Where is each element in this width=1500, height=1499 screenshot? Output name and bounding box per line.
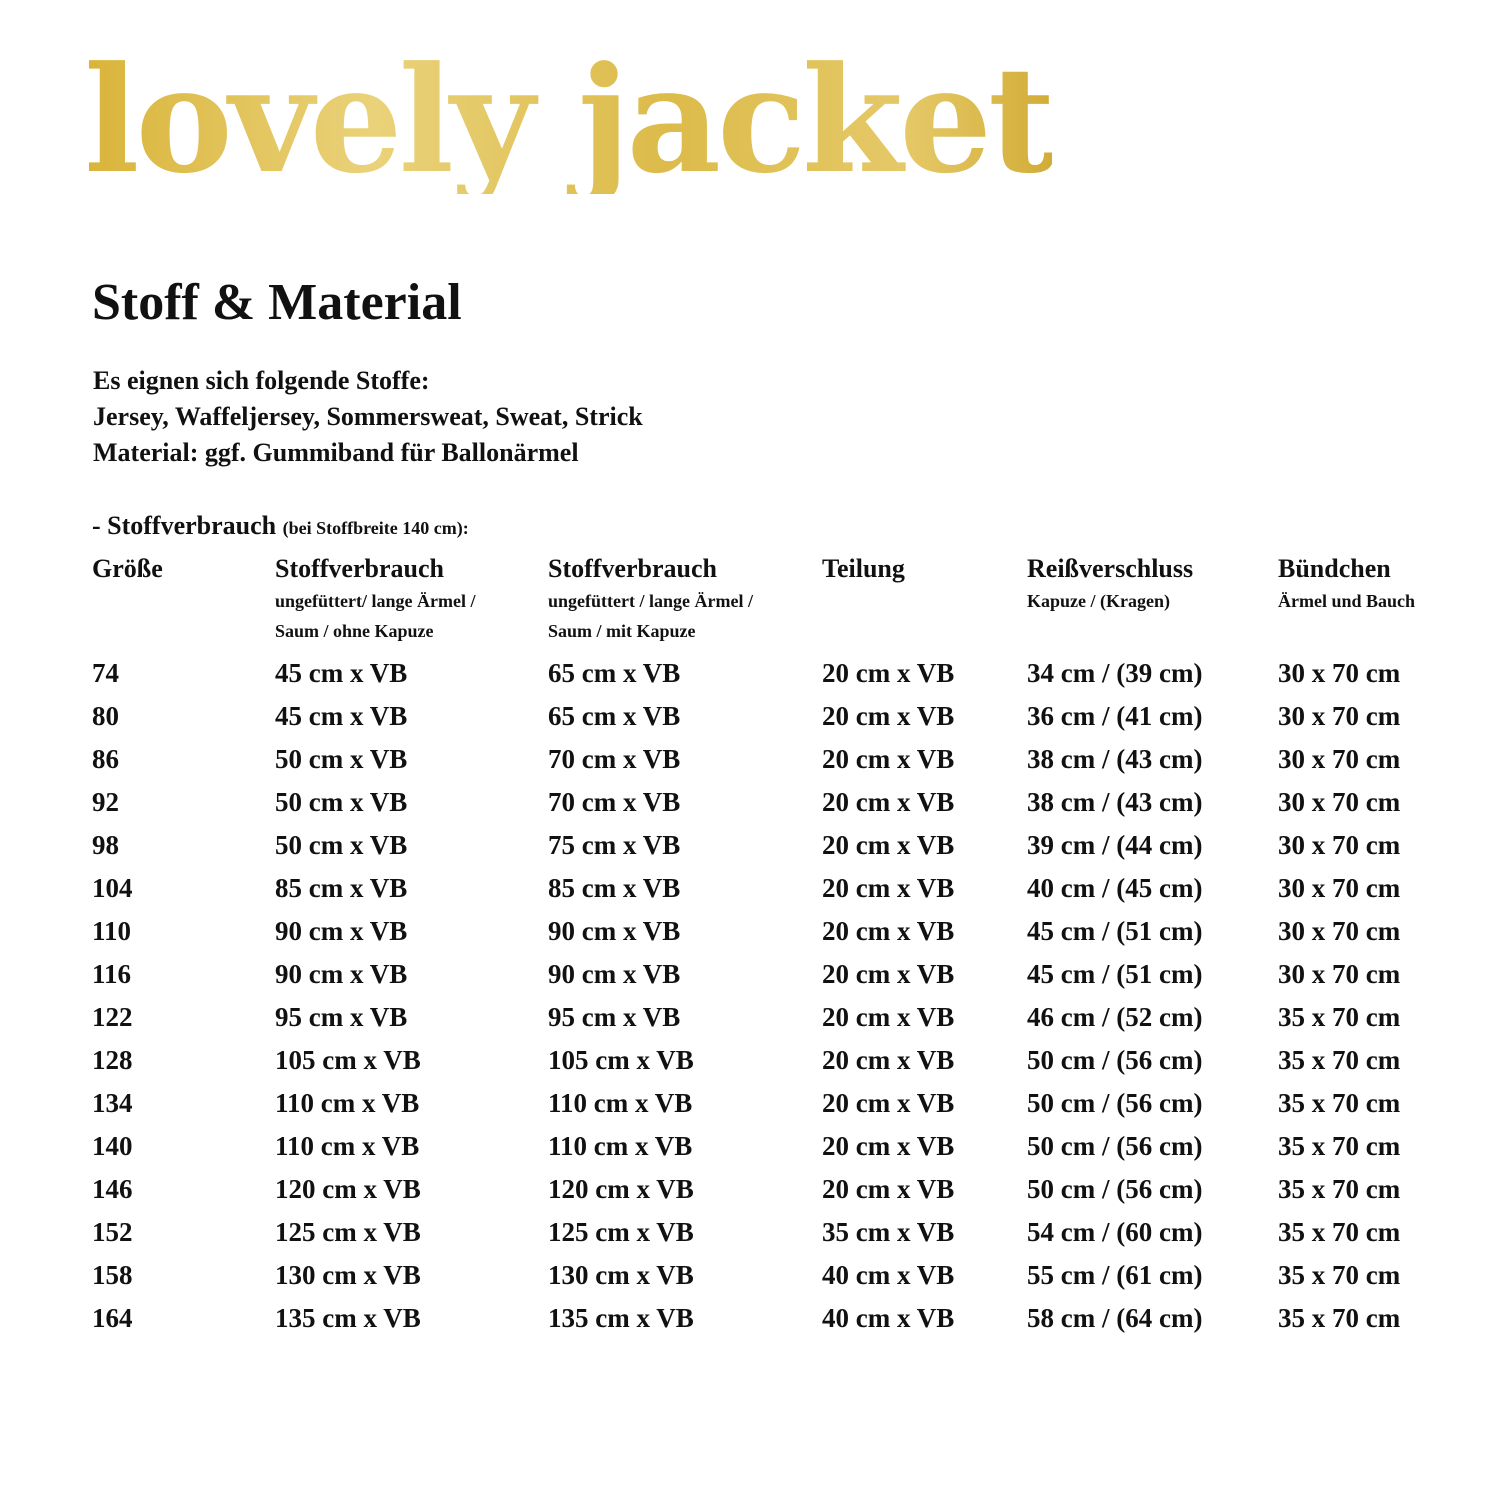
- cell-zipper: 38 cm / (43 cm): [1027, 787, 1203, 817]
- table-row: [92, 910, 1492, 953]
- cell-fabric-without-hood: 90 cm x VB: [275, 916, 408, 946]
- cell-zipper: 45 cm / (51 cm): [1027, 916, 1203, 946]
- table-row: [92, 781, 1492, 824]
- table-row: [92, 1168, 1492, 1211]
- cell-fabric-with-hood: 95 cm x VB: [548, 1002, 681, 1032]
- cell-fabric-with-hood: 110 cm x VB: [548, 1131, 693, 1161]
- cell-size: 146: [92, 1174, 133, 1204]
- cell-zipper: 50 cm / (56 cm): [1027, 1174, 1203, 1204]
- cell-division: 20 cm x VB: [822, 787, 955, 817]
- column-header-subtitle-line: Saum / ohne Kapuze: [275, 621, 434, 641]
- cell-fabric-with-hood: 85 cm x VB: [548, 873, 681, 903]
- cell-size: 116: [92, 959, 132, 989]
- cell-size: 158: [92, 1260, 133, 1290]
- cell-cuffs: 30 x 70 cm: [1278, 658, 1401, 688]
- cell-zipper: 45 cm / (51 cm): [1027, 959, 1203, 989]
- cell-fabric-with-hood: 75 cm x VB: [548, 830, 681, 860]
- column-header-title: Größe: [92, 554, 163, 583]
- cell-fabric-with-hood: 65 cm x VB: [548, 701, 681, 731]
- cell-fabric-without-hood: 50 cm x VB: [275, 744, 408, 774]
- cell-fabric-without-hood: 130 cm x VB: [275, 1260, 421, 1290]
- table-row: [92, 824, 1492, 867]
- fabric-width-note: (bei Stoffbreite 140 cm):: [282, 518, 469, 538]
- column-header-title: Stoffverbrauch: [275, 554, 444, 583]
- cell-zipper: 38 cm / (43 cm): [1027, 744, 1203, 774]
- cell-fabric-with-hood: 65 cm x VB: [548, 658, 681, 688]
- table-row: [92, 1254, 1492, 1297]
- cell-fabric-with-hood: 90 cm x VB: [548, 959, 681, 989]
- table-row: [92, 1039, 1492, 1082]
- cell-size: 98: [92, 830, 119, 860]
- column-header-zipper: [1027, 554, 1193, 616]
- table-row: [92, 695, 1492, 738]
- cell-division: 20 cm x VB: [822, 1045, 955, 1075]
- column-header-size: [92, 554, 163, 584]
- cell-size: 104: [92, 873, 133, 903]
- table-row: [92, 652, 1492, 695]
- column-header-subtitle: [548, 586, 753, 646]
- cell-cuffs: 30 x 70 cm: [1278, 916, 1401, 946]
- table-row: [92, 738, 1492, 781]
- column-header-title: Teilung: [822, 554, 905, 583]
- cell-zipper: 50 cm / (56 cm): [1027, 1045, 1203, 1075]
- cell-division: 20 cm x VB: [822, 959, 955, 989]
- cell-cuffs: 30 x 70 cm: [1278, 787, 1401, 817]
- table-row: [92, 1211, 1492, 1254]
- cell-division: 35 cm x VB: [822, 1217, 955, 1247]
- cell-division: 20 cm x VB: [822, 701, 955, 731]
- cell-fabric-without-hood: 105 cm x VB: [275, 1045, 421, 1075]
- cell-size: 134: [92, 1088, 133, 1118]
- cell-division: 20 cm x VB: [822, 873, 955, 903]
- cell-fabric-without-hood: 95 cm x VB: [275, 1002, 408, 1032]
- cell-division: 20 cm x VB: [822, 1174, 955, 1204]
- cell-fabric-without-hood: 120 cm x VB: [275, 1174, 421, 1204]
- table-row: [92, 1125, 1492, 1168]
- column-header-cuffs: [1278, 554, 1415, 616]
- column-header-subtitle: [1278, 586, 1415, 616]
- cell-fabric-without-hood: 50 cm x VB: [275, 787, 408, 817]
- column-header-subtitle-line: ungefüttert/ lange Ärmel /: [275, 591, 476, 611]
- cell-zipper: 36 cm / (41 cm): [1027, 701, 1203, 731]
- cell-zipper: 46 cm / (52 cm): [1027, 1002, 1203, 1032]
- column-header-fabric-without-hood: [275, 554, 475, 646]
- cell-division: 20 cm x VB: [822, 1002, 955, 1032]
- cell-fabric-without-hood: 125 cm x VB: [275, 1217, 421, 1247]
- section-heading: Stoff & Material: [92, 274, 462, 331]
- cell-zipper: 58 cm / (64 cm): [1027, 1303, 1203, 1333]
- cell-cuffs: 35 x 70 cm: [1278, 1002, 1401, 1032]
- cell-division: 20 cm x VB: [822, 916, 955, 946]
- cell-zipper: 54 cm / (60 cm): [1027, 1217, 1203, 1247]
- cell-size: 80: [92, 701, 119, 731]
- cell-zipper: 50 cm / (56 cm): [1027, 1088, 1203, 1118]
- cell-cuffs: 35 x 70 cm: [1278, 1217, 1401, 1247]
- cell-fabric-without-hood: 110 cm x VB: [275, 1088, 420, 1118]
- cell-size: 140: [92, 1131, 133, 1161]
- intro-line: Es eignen sich folgende Stoffe:: [93, 366, 430, 395]
- cell-division: 20 cm x VB: [822, 658, 955, 688]
- cell-fabric-with-hood: 125 cm x VB: [548, 1217, 694, 1247]
- cell-zipper: 50 cm / (56 cm): [1027, 1131, 1203, 1161]
- cell-cuffs: 30 x 70 cm: [1278, 830, 1401, 860]
- intro-text: [93, 363, 643, 471]
- cell-size: 152: [92, 1217, 133, 1247]
- cell-cuffs: 35 x 70 cm: [1278, 1088, 1401, 1118]
- fabric-usage-heading: [92, 510, 469, 544]
- cell-fabric-without-hood: 90 cm x VB: [275, 959, 408, 989]
- cell-division: 20 cm x VB: [822, 744, 955, 774]
- cell-cuffs: 30 x 70 cm: [1278, 959, 1401, 989]
- cell-size: 122: [92, 1002, 133, 1032]
- table-row: [92, 867, 1492, 910]
- cell-fabric-with-hood: 130 cm x VB: [548, 1260, 694, 1290]
- table-row: [92, 996, 1492, 1039]
- column-header-subtitle-line: Saum / mit Kapuze: [548, 621, 696, 641]
- cell-fabric-with-hood: 110 cm x VB: [548, 1088, 693, 1118]
- column-header-division: [822, 554, 905, 584]
- cell-division: 40 cm x VB: [822, 1260, 955, 1290]
- cell-cuffs: 35 x 70 cm: [1278, 1303, 1401, 1333]
- cell-division: 20 cm x VB: [822, 830, 955, 860]
- fabric-usage-label: - Stoffverbrauch: [92, 511, 277, 540]
- cell-size: 74: [92, 658, 119, 688]
- cell-size: 86: [92, 744, 119, 774]
- cell-zipper: 39 cm / (44 cm): [1027, 830, 1203, 860]
- cell-division: 20 cm x VB: [822, 1088, 955, 1118]
- column-header-subtitle: [1027, 586, 1193, 616]
- cell-zipper: 40 cm / (45 cm): [1027, 873, 1203, 903]
- cell-cuffs: 35 x 70 cm: [1278, 1174, 1401, 1204]
- cell-fabric-without-hood: 110 cm x VB: [275, 1131, 420, 1161]
- cell-fabric-with-hood: 70 cm x VB: [548, 787, 681, 817]
- cell-size: 110: [92, 916, 132, 946]
- cell-fabric-without-hood: 45 cm x VB: [275, 701, 408, 731]
- cell-fabric-without-hood: 50 cm x VB: [275, 830, 408, 860]
- cell-fabric-without-hood: 135 cm x VB: [275, 1303, 421, 1333]
- column-header-subtitle: [275, 586, 475, 646]
- cell-cuffs: 35 x 70 cm: [1278, 1260, 1401, 1290]
- cell-cuffs: 30 x 70 cm: [1278, 701, 1401, 731]
- column-header-subtitle-line: Kapuze / (Kragen): [1027, 591, 1170, 611]
- cell-fabric-without-hood: 45 cm x VB: [275, 658, 408, 688]
- column-header-fabric-with-hood: [548, 554, 753, 646]
- page-title: lovely jacket: [84, 35, 1052, 206]
- table-row: [92, 953, 1492, 996]
- column-header-subtitle-line: Ärmel und Bauch: [1278, 591, 1416, 611]
- table-body: [92, 652, 1492, 1340]
- cell-size: 128: [92, 1045, 133, 1075]
- cell-fabric-with-hood: 70 cm x VB: [548, 744, 681, 774]
- table-row: [92, 1082, 1492, 1125]
- cell-division: 40 cm x VB: [822, 1303, 955, 1333]
- cell-zipper: 55 cm / (61 cm): [1027, 1260, 1203, 1290]
- cell-cuffs: 35 x 70 cm: [1278, 1045, 1401, 1075]
- cell-division: 20 cm x VB: [822, 1131, 955, 1161]
- cell-fabric-with-hood: 90 cm x VB: [548, 916, 681, 946]
- cell-cuffs: 30 x 70 cm: [1278, 873, 1401, 903]
- cell-fabric-with-hood: 135 cm x VB: [548, 1303, 694, 1333]
- column-header-title: Bündchen: [1278, 554, 1391, 583]
- cell-zipper: 34 cm / (39 cm): [1027, 658, 1203, 688]
- cell-cuffs: 30 x 70 cm: [1278, 744, 1401, 774]
- column-header-subtitle-line: ungefüttert / lange Ärmel /: [548, 591, 753, 611]
- column-header-title: Reißverschluss: [1027, 554, 1194, 583]
- cell-size: 92: [92, 787, 119, 817]
- cell-size: 164: [92, 1303, 133, 1333]
- column-header-title: Stoffverbrauch: [548, 554, 717, 583]
- intro-line: Jersey, Waffeljersey, Sommersweat, Sweat, Strick: [93, 402, 643, 431]
- intro-line: Material: ggf. Gummiband für Ballonärmel: [93, 438, 579, 467]
- cell-fabric-with-hood: 120 cm x VB: [548, 1174, 694, 1204]
- cell-cuffs: 35 x 70 cm: [1278, 1131, 1401, 1161]
- cell-fabric-with-hood: 105 cm x VB: [548, 1045, 694, 1075]
- table-row: [92, 1297, 1492, 1340]
- cell-fabric-without-hood: 85 cm x VB: [275, 873, 408, 903]
